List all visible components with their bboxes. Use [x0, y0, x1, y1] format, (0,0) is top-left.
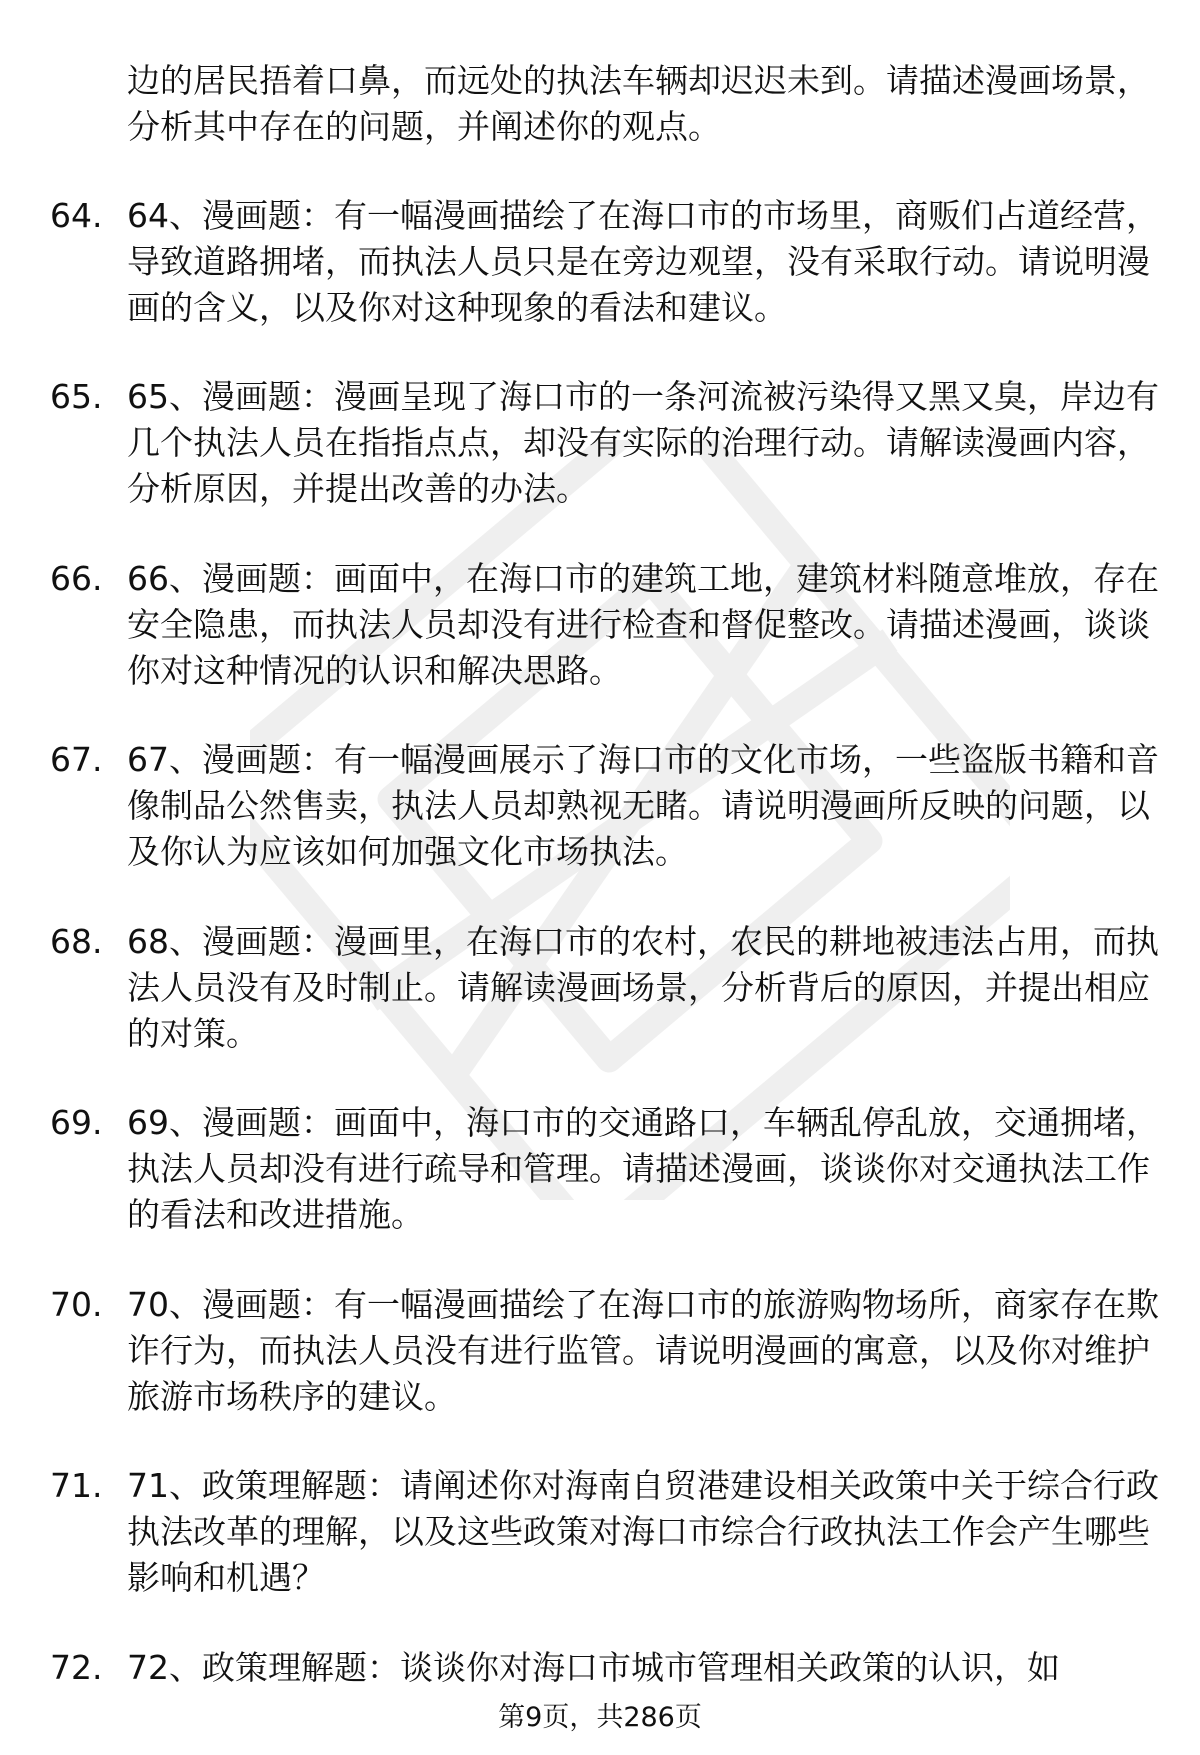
- question-text: 68、漫画题：漫画里，在海口市的农村，农民的耕地被违法占用，而执法人员没有及时制止。请解读漫画场景，分析背后的原因，并提出相应的对策。: [127, 922, 1159, 1053]
- question-text: 72、政策理解题：谈谈你对海口市城市管理相关政策的认识，如: [127, 1648, 1060, 1687]
- question-text: 66、漫画题：画面中，在海口市的建筑工地，建筑材料随意堆放，存在安全隐患，而执法人员却没有进行检查和督促整改。请描述漫画，谈谈你对这种情况的认识和解决思路。: [127, 559, 1159, 690]
- question-number: 72.: [50, 1648, 103, 1687]
- question-number: 67.: [50, 740, 103, 779]
- question-number: 71.: [50, 1466, 103, 1505]
- question-text: 65、漫画题：漫画呈现了海口市的一条河流被污染得又黑又臭，岸边有几个执法人员在指指点点，却没有实际的治理行动。请解读漫画内容，分析原因，并提出改善的办法。: [127, 377, 1159, 508]
- question-text: 64、漫画题：有一幅漫画描绘了在海口市的市场里，商贩们占道经营，导致道路拥堵，而执法人员只是在旁边观望，没有采取行动。请说明漫画的含义，以及你对这种现象的看法和建议。: [127, 196, 1159, 327]
- page-footer: 第9页，共286页: [498, 1702, 702, 1733]
- question-text: 71、政策理解题：请阐述你对海南自贸港建设相关政策中关于综合行政执法改革的理解，以及这些政策对海口市综合行政执法工作会产生哪些影响和机遇？: [127, 1466, 1159, 1597]
- question-number: 66.: [50, 559, 103, 598]
- question-item-72: [0, 1645, 1200, 1691]
- question-number: 69.: [50, 1103, 103, 1142]
- question-number: 70.: [50, 1285, 103, 1324]
- question-number: 65.: [50, 377, 103, 416]
- question-text: 70、漫画题：有一幅漫画描绘了在海口市的旅游购物场所，商家存在欺诈行为，而执法人员没有进行监管。请说明漫画的寓意，以及你对维护旅游市场秩序的建议。: [127, 1285, 1159, 1416]
- question-text: 69、漫画题：画面中，海口市的交通路口，车辆乱停乱放，交通拥堵，执法人员却没有进行疏导和管理。请描述漫画，谈谈你对交通执法工作的看法和改进措施。: [127, 1103, 1159, 1234]
- question-number: 68.: [50, 922, 103, 961]
- continuation-paragraph: 边的居民捂着口鼻，而远处的执法车辆却迟迟未到。请描述漫画场景，分析其中存在的问题，并阐述你的观点。: [127, 61, 1150, 146]
- question-text: 67、漫画题：有一幅漫画展示了海口市的文化市场，一些盗版书籍和音像制品公然售卖，执法人员却熟视无睹。请说明漫画所反映的问题，以及你认为应该如何加强文化市场执法。: [127, 740, 1159, 871]
- question-number: 64.: [50, 196, 103, 235]
